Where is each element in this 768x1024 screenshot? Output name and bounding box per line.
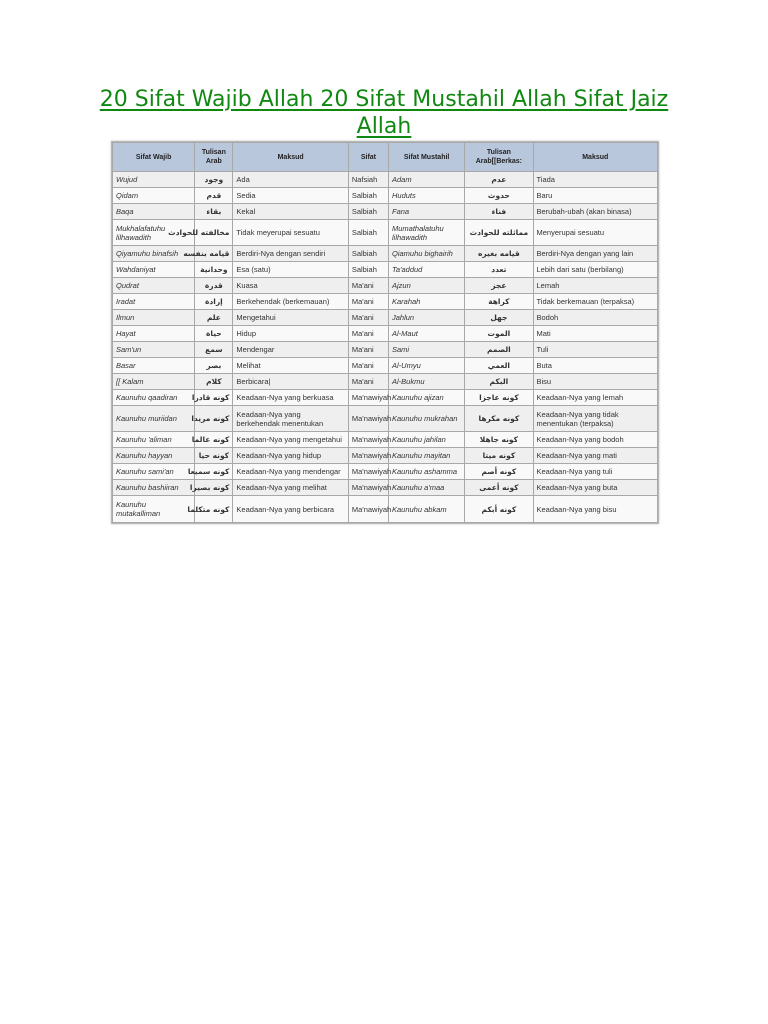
sifat-wajib-cell: Kaunuhu bashiiran xyxy=(113,480,195,496)
maksud-cell: Berkehendak (berkemauan) xyxy=(233,294,348,310)
table-row xyxy=(113,480,658,496)
maksud-mustahil-cell: Menyerupai sesuatu xyxy=(533,219,658,246)
header-tulisan-arab-mustahil: Tulisan Arab[[Berkas: xyxy=(465,143,533,172)
sifat-mustahil-cell: Qiamuhu bighairih xyxy=(388,246,464,262)
sifat-mustahil-cell: Ajzun xyxy=(388,278,464,294)
sifat-wajib-cell: Kaunuhu mutakalliman xyxy=(113,496,195,523)
sifat-mustahil-cell: Mumathalatuhu lilhawadith xyxy=(388,219,464,246)
kategori-cell: Nafsiah xyxy=(348,172,388,188)
table-row xyxy=(113,262,658,278)
table-row xyxy=(113,432,658,448)
kategori-cell: Salbiah xyxy=(348,187,388,203)
sifat-mustahil-cell: Sami xyxy=(388,342,464,358)
sifat-wajib-cell: Kaunuhu 'aliman xyxy=(113,432,195,448)
maksud-cell: Ada xyxy=(233,172,348,188)
table-row xyxy=(113,389,658,405)
header-maksud-mustahil: Maksud xyxy=(533,143,658,172)
sifat-mustahil-cell: Ta'addud xyxy=(388,262,464,278)
tulisan-arab-mustahil-cell: حدوث xyxy=(465,187,533,203)
kategori-cell: Ma'ani xyxy=(348,357,388,373)
kategori-cell: Salbiah xyxy=(348,203,388,219)
tulisan-arab-cell: بقاء xyxy=(195,203,233,219)
table-row xyxy=(113,357,658,373)
header-sifat-wajib: Sifat Wajib xyxy=(113,143,195,172)
tulisan-arab-mustahil-cell: تعدد xyxy=(465,262,533,278)
tulisan-arab-cell: كونه بصيرا xyxy=(195,480,233,496)
tulisan-arab-cell: سمع xyxy=(195,342,233,358)
kategori-cell: Salbiah xyxy=(348,246,388,262)
maksud-cell: Sedia xyxy=(233,187,348,203)
table-row xyxy=(113,405,658,432)
table-row xyxy=(113,246,658,262)
maksud-mustahil-cell: Keadaan-Nya yang lemah xyxy=(533,389,658,405)
sifat-wajib-cell: [[ Kalam xyxy=(113,373,195,389)
tulisan-arab-cell: كونه سميعا xyxy=(195,464,233,480)
maksud-mustahil-cell: Lemah xyxy=(533,278,658,294)
tulisan-arab-mustahil-cell: فناء xyxy=(465,203,533,219)
maksud-cell: Keadaan-Nya yang berbicara xyxy=(233,496,348,523)
tulisan-arab-cell: علم xyxy=(195,310,233,326)
sifat-mustahil-cell: Kaunuhu mayitan xyxy=(388,448,464,464)
maksud-mustahil-cell: Keadaan-Nya yang buta xyxy=(533,480,658,496)
tulisan-arab-mustahil-cell: الصمم xyxy=(465,342,533,358)
maksud-cell: Mendengar xyxy=(233,342,348,358)
maksud-cell: Berbicara| xyxy=(233,373,348,389)
kategori-cell: Ma'nawiyah xyxy=(348,432,388,448)
maksud-cell: Berdiri-Nya dengan sendiri xyxy=(233,246,348,262)
tulisan-arab-cell: وحدانية xyxy=(195,262,233,278)
table-row xyxy=(113,187,658,203)
table-header-row xyxy=(113,143,658,172)
sifat-wajib-cell: Sam'un xyxy=(113,342,195,358)
sifat-wajib-cell: Hayat xyxy=(113,326,195,342)
kategori-cell: Ma'ani xyxy=(348,294,388,310)
sifat-wajib-cell: Wujud xyxy=(113,172,195,188)
tulisan-arab-mustahil-cell: جهل xyxy=(465,310,533,326)
maksud-mustahil-cell: Mati xyxy=(533,326,658,342)
sifat-mustahil-cell: Al-Maut xyxy=(388,326,464,342)
tulisan-arab-cell: مخالفته للحوادث xyxy=(195,219,233,246)
tulisan-arab-mustahil-cell: كونه ميتا xyxy=(465,448,533,464)
tulisan-arab-mustahil-cell: مماثلته للحوادث xyxy=(465,219,533,246)
kategori-cell: Ma'ani xyxy=(348,342,388,358)
sifat-mustahil-cell: Kaunuhu a'maa xyxy=(388,480,464,496)
maksud-mustahil-cell: Keadaan-Nya yang bisu xyxy=(533,496,658,523)
kategori-cell: Ma'nawiyah xyxy=(348,389,388,405)
maksud-cell: Keadaan-Nya yang melihat xyxy=(233,480,348,496)
tulisan-arab-cell: كلام xyxy=(195,373,233,389)
kategori-cell: Ma'nawiyah xyxy=(348,496,388,523)
sifat-mustahil-cell: Karahah xyxy=(388,294,464,310)
header-maksud: Maksud xyxy=(233,143,348,172)
sifat-mustahil-cell: Al-Umyu xyxy=(388,357,464,373)
table-row xyxy=(113,172,658,188)
sifat-wajib-cell: Qudrat xyxy=(113,278,195,294)
tulisan-arab-mustahil-cell: كراهة xyxy=(465,294,533,310)
table-row xyxy=(113,203,658,219)
sifat-wajib-cell: Ilmun xyxy=(113,310,195,326)
tulisan-arab-mustahil-cell: كونه أصم xyxy=(465,464,533,480)
maksud-cell: Mengetahui xyxy=(233,310,348,326)
sifat-wajib-cell: Kaunuhu hayyan xyxy=(113,448,195,464)
sifat-mustahil-cell: Fana xyxy=(388,203,464,219)
sifat-wajib-cell: Baqa xyxy=(113,203,195,219)
tulisan-arab-mustahil-cell: كونه أعمى xyxy=(465,480,533,496)
sifat-wajib-cell: Basar xyxy=(113,357,195,373)
table-row xyxy=(113,326,658,342)
sifat-wajib-cell: Kaunuhu sami'an xyxy=(113,464,195,480)
maksud-mustahil-cell: Baru xyxy=(533,187,658,203)
sifat-mustahil-cell: Kaunuhu mukrahan xyxy=(388,405,464,432)
sifat-mustahil-cell: Kaunuhu ajizan xyxy=(388,389,464,405)
maksud-mustahil-cell: Tiada xyxy=(533,172,658,188)
header-sifat: Sifat xyxy=(348,143,388,172)
sifat-wajib-cell: Iradat xyxy=(113,294,195,310)
table-row xyxy=(113,278,658,294)
table-row xyxy=(113,448,658,464)
sifat-mustahil-cell: Al-Bukmu xyxy=(388,373,464,389)
maksud-cell: Keadaan-Nya yang berkuasa xyxy=(233,389,348,405)
maksud-mustahil-cell: Buta xyxy=(533,357,658,373)
kategori-cell: Ma'nawiyah xyxy=(348,480,388,496)
table-row xyxy=(113,310,658,326)
maksud-cell: Melihat xyxy=(233,357,348,373)
sifat-wajib-cell: Kaunuhu muriidan xyxy=(113,405,195,432)
maksud-mustahil-cell: Berdiri-Nya dengan yang lain xyxy=(533,246,658,262)
maksud-cell: Kekal xyxy=(233,203,348,219)
kategori-cell: Salbiah xyxy=(348,262,388,278)
table-body xyxy=(113,172,658,523)
kategori-cell: Ma'ani xyxy=(348,373,388,389)
table-row xyxy=(113,294,658,310)
tulisan-arab-cell: كونه مريدا xyxy=(195,405,233,432)
tulisan-arab-cell: قدم xyxy=(195,187,233,203)
maksud-cell: Kuasa xyxy=(233,278,348,294)
sifat-mustahil-cell: Huduts xyxy=(388,187,464,203)
tulisan-arab-mustahil-cell: البكم xyxy=(465,373,533,389)
sifat-wajib-cell: Qiyamuhu binafsih xyxy=(113,246,195,262)
tulisan-arab-cell: إرادة xyxy=(195,294,233,310)
maksud-cell: Keadaan-Nya yang mengetahui xyxy=(233,432,348,448)
maksud-mustahil-cell: Berubah-ubah (akan binasa) xyxy=(533,203,658,219)
header-tulisan-arab: Tulisan Arab xyxy=(195,143,233,172)
table-row xyxy=(113,464,658,480)
maksud-cell: Tidak meyerupai sesuatu xyxy=(233,219,348,246)
maksud-cell: Keadaan-Nya yang berkehendak menentukan xyxy=(233,405,348,432)
maksud-cell: Keadaan-Nya yang mendengar xyxy=(233,464,348,480)
sifat-mustahil-cell: Kaunuhu abkam xyxy=(388,496,464,523)
tulisan-arab-cell: كونه حيا xyxy=(195,448,233,464)
maksud-mustahil-cell: Tidak berkemauan (terpaksa) xyxy=(533,294,658,310)
maksud-mustahil-cell: Keadaan-Nya yang tuli xyxy=(533,464,658,480)
kategori-cell: Ma'nawiyah xyxy=(348,464,388,480)
tulisan-arab-cell: كونه عالما xyxy=(195,432,233,448)
tulisan-arab-mustahil-cell: كونه عاجزا xyxy=(465,389,533,405)
sifat-wajib-cell: Kaunuhu qaadiran xyxy=(113,389,195,405)
sifat-table xyxy=(112,142,658,523)
maksud-cell: Esa (satu) xyxy=(233,262,348,278)
tulisan-arab-cell: قيامه بنفسه xyxy=(195,246,233,262)
sifat-mustahil-cell: Jahlun xyxy=(388,310,464,326)
sifat-wajib-cell: Qidam xyxy=(113,187,195,203)
sifat-wajib-cell: Mukhalafatuhu lilhawadith xyxy=(113,219,195,246)
maksud-mustahil-cell: Keadaan-Nya yang mati xyxy=(533,448,658,464)
tulisan-arab-mustahil-cell: كونه مكرها xyxy=(465,405,533,432)
tulisan-arab-mustahil-cell: كونه أبكم xyxy=(465,496,533,523)
maksud-cell: Hidup xyxy=(233,326,348,342)
kategori-cell: Ma'ani xyxy=(348,310,388,326)
table-row xyxy=(113,219,658,246)
tulisan-arab-mustahil-cell: العمي xyxy=(465,357,533,373)
table-row xyxy=(113,496,658,523)
document-title[interactable]: 20 Sifat Wajib Allah 20 Sifat Mustahil Allah Sifat Jaiz Allah xyxy=(99,87,669,139)
maksud-mustahil-cell: Keadaan-Nya yang tidak menentukan (terpaksa) xyxy=(533,405,658,432)
tulisan-arab-cell: كونه متكلما xyxy=(195,496,233,523)
sifat-table-image xyxy=(111,141,659,524)
table-row xyxy=(113,373,658,389)
kategori-cell: Ma'ani xyxy=(348,326,388,342)
sifat-mustahil-cell: Kaunuhu jahilan xyxy=(388,432,464,448)
maksud-mustahil-cell: Keadaan-Nya yang bodoh xyxy=(533,432,658,448)
kategori-cell: Salbiah xyxy=(348,219,388,246)
tulisan-arab-mustahil-cell: عدم xyxy=(465,172,533,188)
tulisan-arab-cell: قدرة xyxy=(195,278,233,294)
kategori-cell: Ma'nawiyah xyxy=(348,448,388,464)
maksud-mustahil-cell: Tuli xyxy=(533,342,658,358)
tulisan-arab-cell: كونه قادرا xyxy=(195,389,233,405)
kategori-cell: Ma'ani xyxy=(348,278,388,294)
header-sifat-mustahil: Sifat Mustahil xyxy=(388,143,464,172)
maksud-mustahil-cell: Bodoh xyxy=(533,310,658,326)
tulisan-arab-mustahil-cell: كونه جاهلا xyxy=(465,432,533,448)
sifat-mustahil-cell: Kaunuhu ashamma xyxy=(388,464,464,480)
maksud-mustahil-cell: Lebih dari satu (berbilang) xyxy=(533,262,658,278)
tulisan-arab-mustahil-cell: عجز xyxy=(465,278,533,294)
tulisan-arab-cell: حياة xyxy=(195,326,233,342)
sifat-wajib-cell: Wahdaniyat xyxy=(113,262,195,278)
tulisan-arab-mustahil-cell: قيامه بغيره xyxy=(465,246,533,262)
maksud-mustahil-cell: Bisu xyxy=(533,373,658,389)
tulisan-arab-mustahil-cell: الموت xyxy=(465,326,533,342)
tulisan-arab-cell: وجود xyxy=(195,172,233,188)
tulisan-arab-cell: بصر xyxy=(195,357,233,373)
kategori-cell: Ma'nawiyah xyxy=(348,405,388,432)
table-row xyxy=(113,342,658,358)
sifat-mustahil-cell: Adam xyxy=(388,172,464,188)
maksud-cell: Keadaan-Nya yang hidup xyxy=(233,448,348,464)
